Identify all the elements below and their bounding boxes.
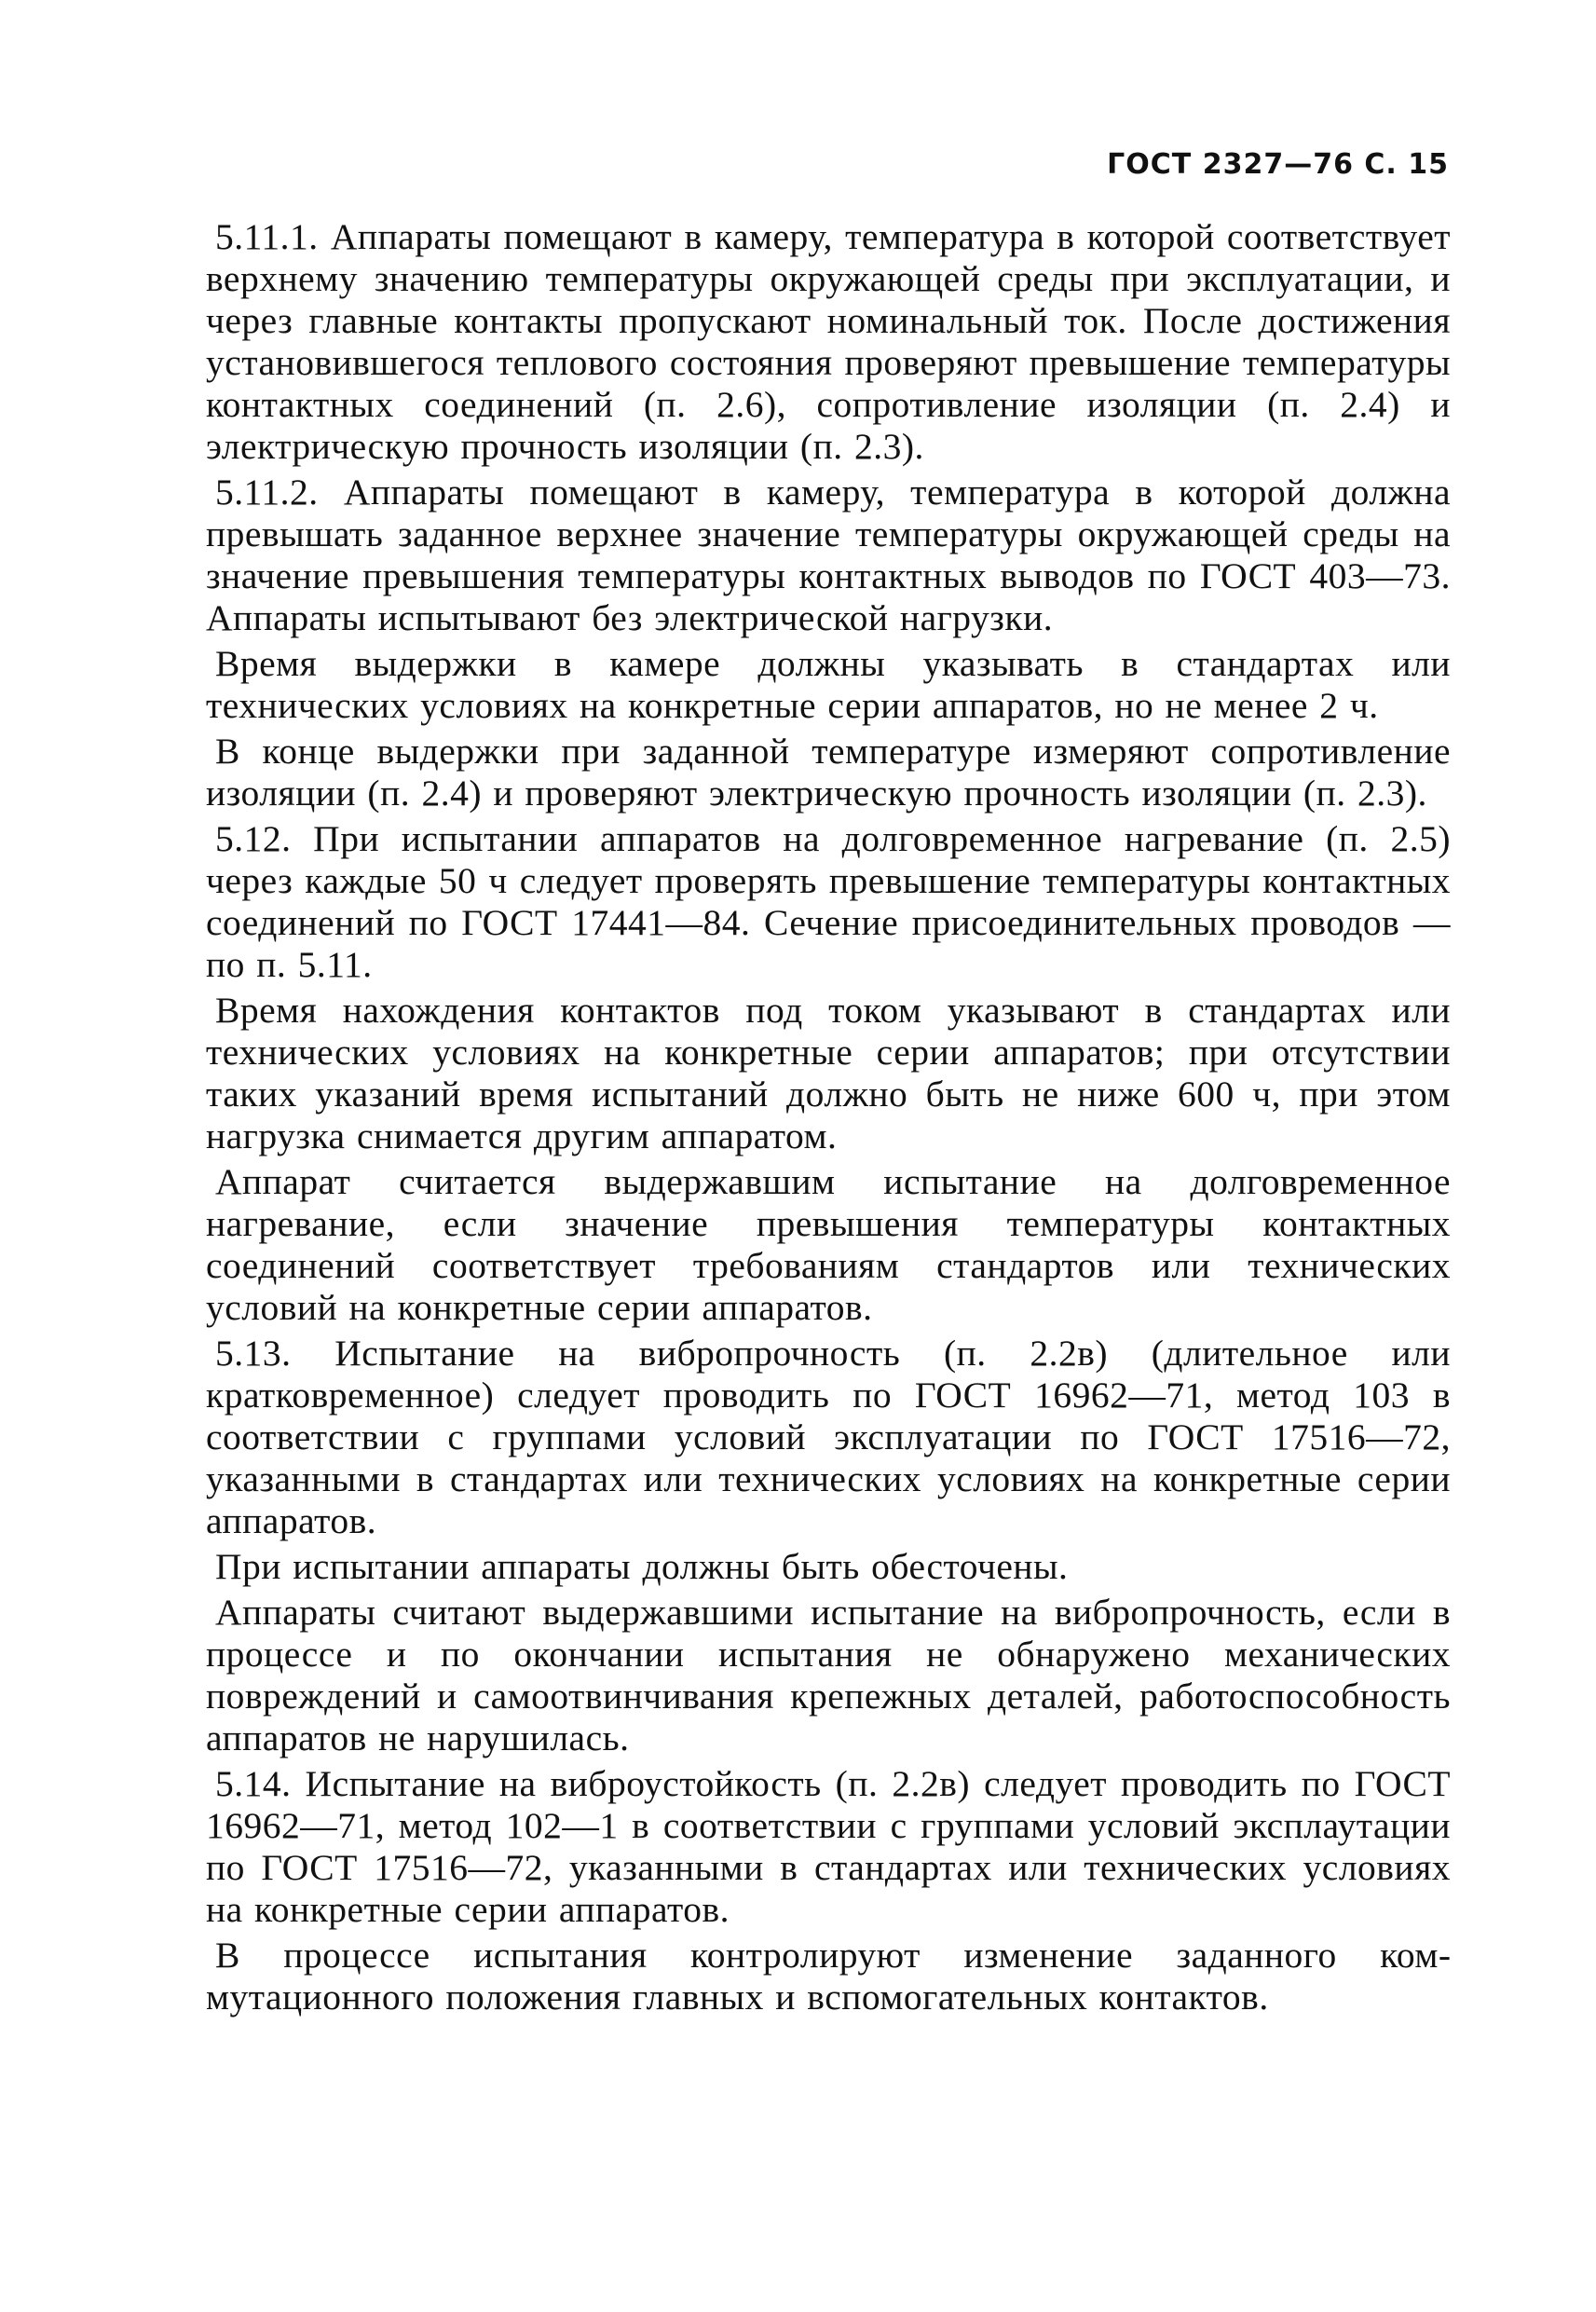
paragraph-exposure-time: Время выдержки в камере должны указывать в стандартах или технических условиях на конкретные серии аппаратов, но не менее 2 ч. xyxy=(206,643,1451,726)
body-text xyxy=(206,216,1451,2022)
paragraph-5-11-1: 5.11.1. Аппараты помещают в камеру, температура в которой соответствует верхнему значению температуры окружающей среды при эксплуатации, и через главные контакты пропускают номинальный ток. После достижения установившегося теплового состояния проверяют превышение температуры контактных соединений (п. 2.6), сопротивление изоляции (п. 2.4) и электрическую прочность изоляции (п. 2.3). xyxy=(206,216,1451,467)
paragraph-5-13: 5.13. Испытание на вибропрочность (п. 2.2в) (длительное или кратковременное) следует проводить по ГОСТ 16962—71, метод 103 в соответствии с группами условий эксплуатации по ГОСТ 17516—72, указанными в стандартах или технических условиях на конкретные серии аппаратов. xyxy=(206,1333,1451,1541)
paragraph-end-of-exposure: В конце выдержки при заданной температуре измеряют сопротивление изоляции (п. 2.4) и проверяют электрическую прочность изоляции (п. 2.3). xyxy=(206,731,1451,814)
paragraph-contact-time: Время нахождения контактов под током указывают в стандартах или технических условиях на конкретные серии аппаратов; при отсутствии таких указаний время испытаний должно быть не ниже 600 ч, при этом нагрузка снимается другим аппаратом. xyxy=(206,990,1451,1156)
paragraph-heating-passed: Аппарат считается выдержавшим испытание на долговременное нагревание, если значение превышения температуры контактных соединений соответствует требованиям стандартов или технических условий на конкретные серии аппаратов. xyxy=(206,1161,1451,1328)
paragraph-5-12: 5.12. При испытании аппаратов на долговременное нагревание (п. 2.5) через каждые 50 ч следует проверять превышение температуры контактных соединений по ГОСТ 17441—84. Сечение присоединительных проводов — по п. 5.11. xyxy=(206,818,1451,985)
paragraph-de-energized: При испытании аппараты должны быть обесточены. xyxy=(215,1546,1069,1587)
running-header: ГОСТ 2327—76 С. 15 xyxy=(1107,148,1449,181)
paragraph-5-14: 5.14. Испытание на виброустойкость (п. 2.2в) следует проводить по ГОСТ 16962—71, метод 102—1 в соответствии с группами условий эксплаутации по ГОСТ 17516—72, указанными в стандартах или технических условиях на конкретные серии аппаратов. xyxy=(206,1763,1451,1930)
paragraph-5-11-2: 5.11.2. Аппараты помещают в камеру, температура в которой должна превышать заданное верхнее значение температуры окружающей среды на значение превышения температуры контактных выводов по ГОСТ 403—73. Аппараты испытывают без электрической нагрузки. xyxy=(206,472,1451,638)
paragraph-vibration-passed: Аппараты считают выдержавшими испытание на вибропрочность, если в процессе и по окончании испытания не обнаружено механических повреждений и самоотвинчивания крепежных деталей, работоспособность аппаратов не нарушилась. xyxy=(206,1592,1451,1758)
paragraph-monitoring: В процессе испытания контролируют изменение заданного коммутационного положения главных и вспомогательных контактов. xyxy=(206,1935,1451,2018)
